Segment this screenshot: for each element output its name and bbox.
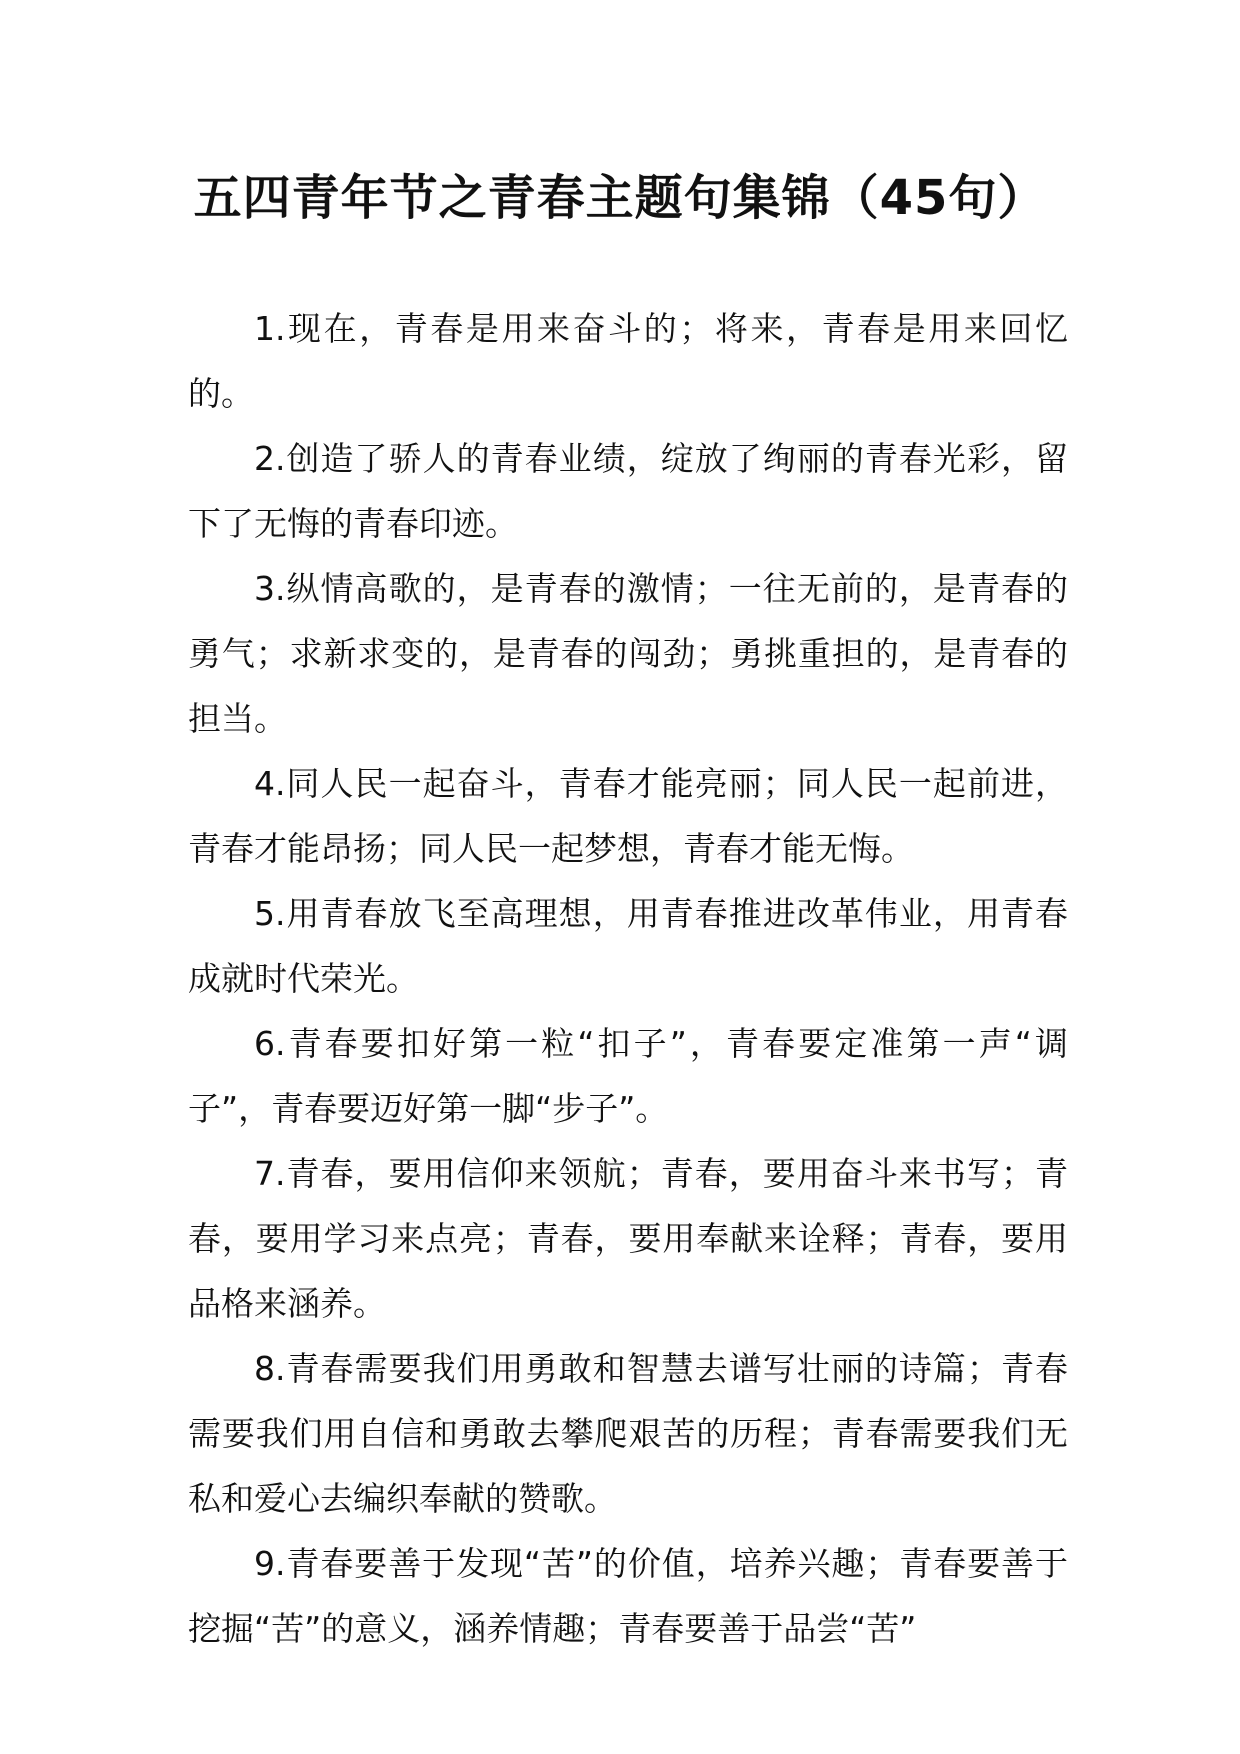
paragraph-9: 9.青春要善于发现“苦”的价值，培养兴趣；青春要善于挖掘“苦”的意义，涵养情趣；青春要善于品尝“苦”: [188, 1544, 1068, 1648]
paragraph-8: 8.青春需要我们用勇敢和智慧去谱写壮丽的诗篇；青春需要我们用自信和勇敢去攀爬艰苦的历程；青春需要我们无私和爱心去编织奉献的赞歌。: [188, 1349, 1068, 1518]
document-title: 五四青年节之青春主题句集锦（45句）: [193, 170, 1047, 226]
paragraph-7: 7.青春，要用信仰来领航；青春，要用奋斗来书写；青春，要用学习来点亮；青春，要用奉献来诠释；青春，要用品格来涵养。: [188, 1154, 1068, 1323]
paragraph-4: 4.同人民一起奋斗，青春才能亮丽；同人民一起前进，青春才能昂扬；同人民一起梦想，青春才能无悔。: [188, 764, 1068, 868]
paragraph-5: 5.用青春放飞至高理想，用青春推进改革伟业，用青春成就时代荣光。: [188, 894, 1068, 998]
paragraph-6: 6.青春要扣好第一粒“扣子”，青春要定准第一声“调子”，青春要迈好第一脚“步子”。: [188, 1024, 1068, 1128]
document-body: [188, 296, 1068, 1661]
paragraph-3: 3.纵情高歌的，是青春的激情；一往无前的，是青春的勇气；求新求变的，是青春的闯劲；勇挑重担的，是青春的担当。: [188, 569, 1068, 738]
paragraph-1: 1.现在，青春是用来奋斗的；将来，青春是用来回忆的。: [188, 309, 1068, 413]
paragraph-2: 2.创造了骄人的青春业绩，绽放了绚丽的青春光彩，留下了无悔的青春印迹。: [188, 439, 1068, 543]
